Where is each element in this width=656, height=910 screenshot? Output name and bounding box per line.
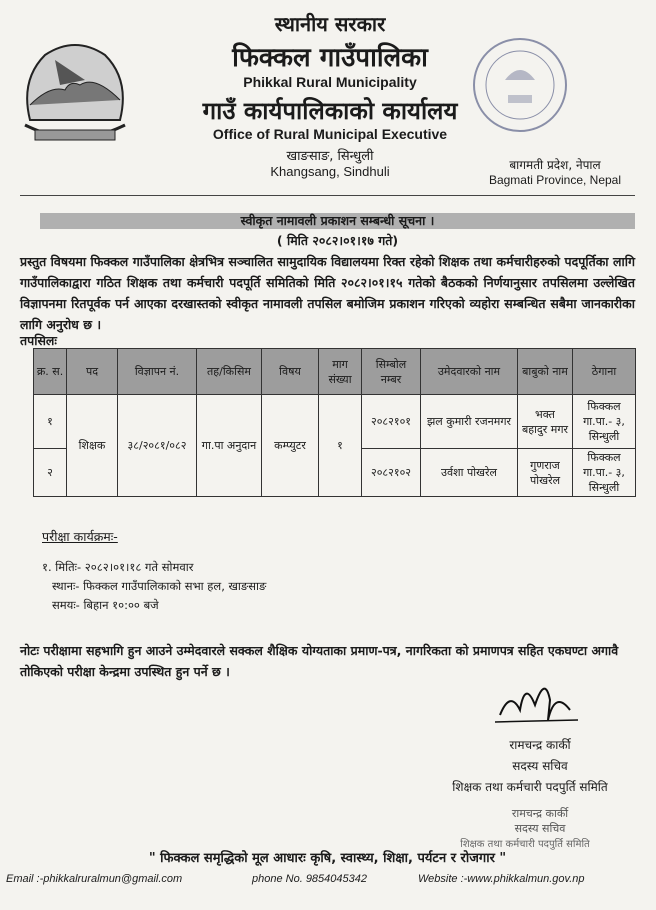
cell-address: फिक्कल गा.पा.- ३, सिन्धुली (573, 395, 636, 449)
office-name-en: Office of Rural Municipal Executive (212, 126, 448, 142)
note-text: नोटः परीक्षामा सहभागि हुन आउने उम्मेदवारले सक्कल शैक्षिक योग्यताका प्रमाण-पत्र, नागरिकता को प्रमाणपत्र सहित एकघण्टा अगावै तोकिएको परीक्षा केन्द्रमा उपस्थित हुन पर्ने छ । (20, 643, 619, 679)
col-father: बाबुको नाम (518, 349, 573, 395)
cell-sn: २ (34, 449, 67, 497)
signatory-post: सदस्य सचिव (512, 759, 568, 773)
col-post: पद (67, 349, 118, 395)
header-divider (20, 195, 635, 196)
col-subject: विषय (262, 349, 319, 395)
tapasil-label: तपसिलः (20, 333, 57, 348)
stamp-post: सदस्य सचिव (514, 822, 566, 835)
footer-email: Email :-phikkalruralmun@gmail.com (6, 873, 183, 885)
table-row (34, 395, 636, 449)
nepal-emblem-icon (10, 30, 140, 150)
cell-post: शिक्षक (67, 395, 118, 497)
col-level: तह/किसिम (197, 349, 262, 395)
municipality-name-en: Phikkal Rural Municipality (243, 74, 417, 90)
footer-phone: phone No. 9854045342 (252, 873, 367, 885)
notice-title: स्वीकृत नामावली प्रकाशन सम्बन्धी सूचना । (240, 213, 435, 228)
cell-level: गा.पा अनुदान (197, 395, 262, 497)
col-ad-no: विज्ञापन नं. (118, 349, 197, 395)
col-address: ठेगाना (573, 349, 636, 395)
province-en: Bagmati Province, Nepal (488, 173, 622, 187)
cell-demand: १ (319, 395, 362, 497)
address-np: खाङसाङ, सिन्धुली (286, 149, 374, 164)
exam-place: स्थानः- फिक्कल गाउँपालिकाको सभा हल, खाङसाङ (52, 579, 267, 593)
col-demand: माग संख्या (319, 349, 362, 395)
province-np: बागमती प्रदेश, नेपाल (509, 158, 601, 172)
cell-candidate: झल कुमारी रजनमगर (421, 395, 518, 449)
exam-time: समयः- बिहान १०:०० बजे (52, 598, 159, 612)
cell-subject: कम्प्युटर (262, 395, 319, 497)
exam-date: १. मितिः- २०८२।०१।१८ गते सोमवार (42, 560, 194, 574)
signatory-committee: शिक्षक तथा कर्मचारी पदपुर्ति समिति (452, 780, 608, 794)
stamp-name: रामचन्द्र कार्की (511, 807, 569, 820)
cell-address: फिक्कल गा.पा.- ३, सिन्धुली (573, 449, 636, 497)
cell-symbol: २०८२१०२ (362, 449, 421, 497)
cell-candidate: उर्वशा पोखरेल (421, 449, 518, 497)
cell-father: गुणराज पोखरेल (518, 449, 573, 497)
table-header-row (34, 349, 636, 395)
col-symbol: सिम्बोल नम्बर (362, 349, 421, 395)
notice-date: ( मिति २०८२।०१।१७ गते) (276, 233, 399, 248)
footer-website: Website :-www.phikkalmun.gov.np (418, 873, 585, 885)
col-candidate: उमेदवारको नाम (421, 349, 518, 395)
signatory-name: रामचन्द्र कार्की (509, 738, 571, 752)
municipality-name-np: फिक्कल गाउँपालिका (232, 43, 428, 73)
candidate-table (33, 348, 636, 497)
footer-slogan: " फिक्कल समृद्धिको मूल आधारः कृषि, स्वास्थ्य, शिक्षा, पर्यटन र रोजगार " (148, 851, 507, 866)
cell-symbol: २०८२१०१ (362, 395, 421, 449)
address-en: Khangsang, Sindhuli (270, 164, 390, 179)
stamp-committee: शिक्षक तथा कर्मचारी पदपुर्ति समिति (460, 839, 590, 850)
office-name-np: गाउँ कार्यपालिकाको कार्यालय (202, 97, 458, 125)
cell-sn: १ (34, 395, 67, 449)
exam-schedule-title: परीक्षा कार्यक्रमः- (42, 529, 118, 544)
col-sn: क्र. स. (34, 349, 67, 395)
handwritten-signature-icon (490, 670, 580, 730)
cell-father: भक्त बहादुर मगर (518, 395, 573, 449)
notice-body: प्रस्तुत विषयमा फिक्कल गाउँपालिका क्षेत्रभित्र सञ्चालित सामुदायिक विद्यालयमा रिक्त रहेको शिक्षक तथा कर्मचारीहरुको पदपूर्तिका लागि गाउँपालिकाद्वारा गठित शिक्षक तथा कर्मचारी पदपूर्ति समितिको मिति २०८२।०१।१५ गतेको बैठकको निर्णयानुसार तपसिलमा उल्लेखित विज्ञापनमा रितपूर्वक पर्न आएका दरखास्तको स्वीकृत नामावली तपसिल बमोजिम प्रकाशन गरिएको व्यहोरा सम्बन्धित सबैमा जानकारीका लागि अनुरोध छ । (20, 254, 635, 332)
cell-ad-no: ३८/२०८१/०८२ (118, 395, 197, 497)
gov-line: स्थानीय सरकार (274, 12, 386, 36)
